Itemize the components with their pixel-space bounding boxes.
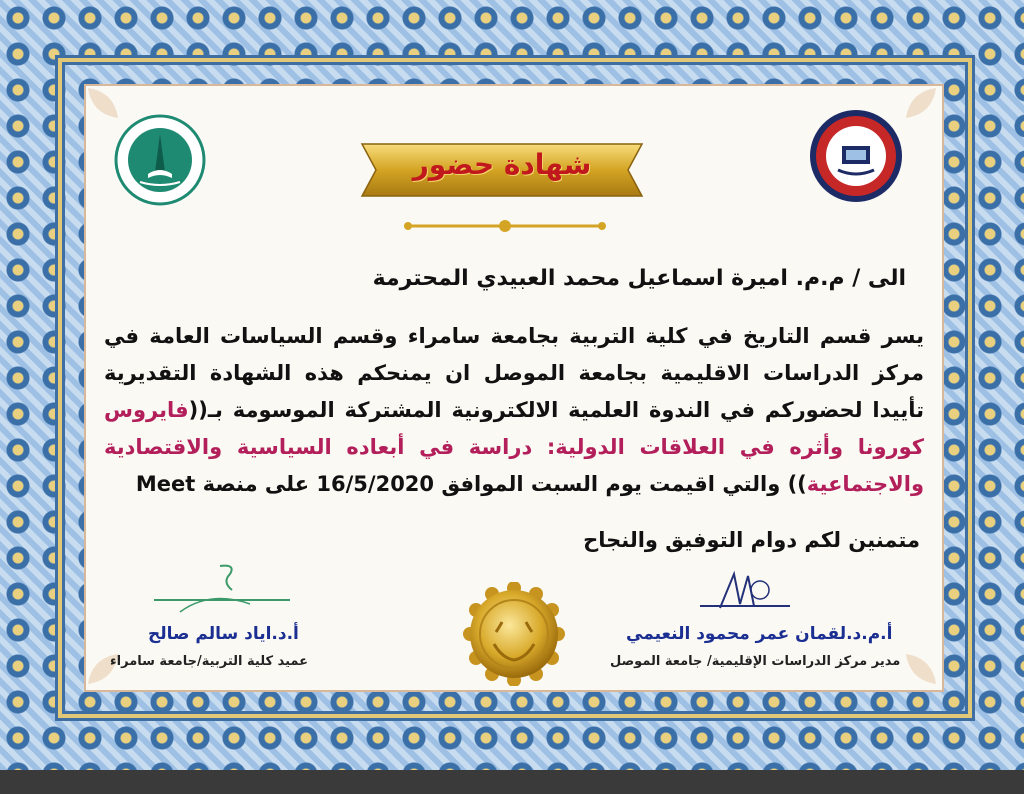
certificate-body xyxy=(104,318,924,503)
body-text-part2: )) والتي اقيمت يوم السبت الموافق 16/5/2020 على منصة Meet xyxy=(135,472,807,496)
closing-line: متمنين لكم دوام التوفيق والنجاح xyxy=(583,528,920,552)
seminar-title: فايروس كورونا وأثره في العلاقات الدولية: دراسة في أبعاده السياسية والاقتصادية والاجتماعية xyxy=(104,398,924,496)
signature-right-icon xyxy=(690,568,800,618)
signatory-left-name: أ.د.اياد سالم صالح xyxy=(148,624,299,644)
title-ornament-icon xyxy=(400,214,610,238)
signature-left-icon xyxy=(150,560,300,620)
gold-seal-icon xyxy=(462,582,566,686)
regional-studies-center-icon xyxy=(808,108,904,204)
certificate-title: شهادة حضور xyxy=(412,148,592,181)
recipient-line: الى / م.م. اميرة اسماعيل محمد العبيدي المحترمة xyxy=(372,266,906,291)
university-emblem-icon xyxy=(112,112,208,208)
signatory-right-title: مدير مركز الدراسات الإقليمية/ جامعة الموصل xyxy=(610,654,901,669)
body-text-part1: يسر قسم التاريخ في كلية التربية بجامعة سامراء وقسم السياسات العامة في مركز الدراسات الاقليمية بجامعة الموصل ان يمنحكم هذه الشهادة التقديرية تأييدا لحضوركم في الندوة العلمية الالكترونية المشتركة الموسومة بـ(( xyxy=(104,324,924,422)
screen-bottom-bar xyxy=(0,770,1024,794)
signatory-left-title: عميد كلية التربية/جامعة سامراء xyxy=(110,654,309,669)
signatory-right-name: أ.م.د.لقمان عمر محمود النعيمي xyxy=(626,624,893,644)
